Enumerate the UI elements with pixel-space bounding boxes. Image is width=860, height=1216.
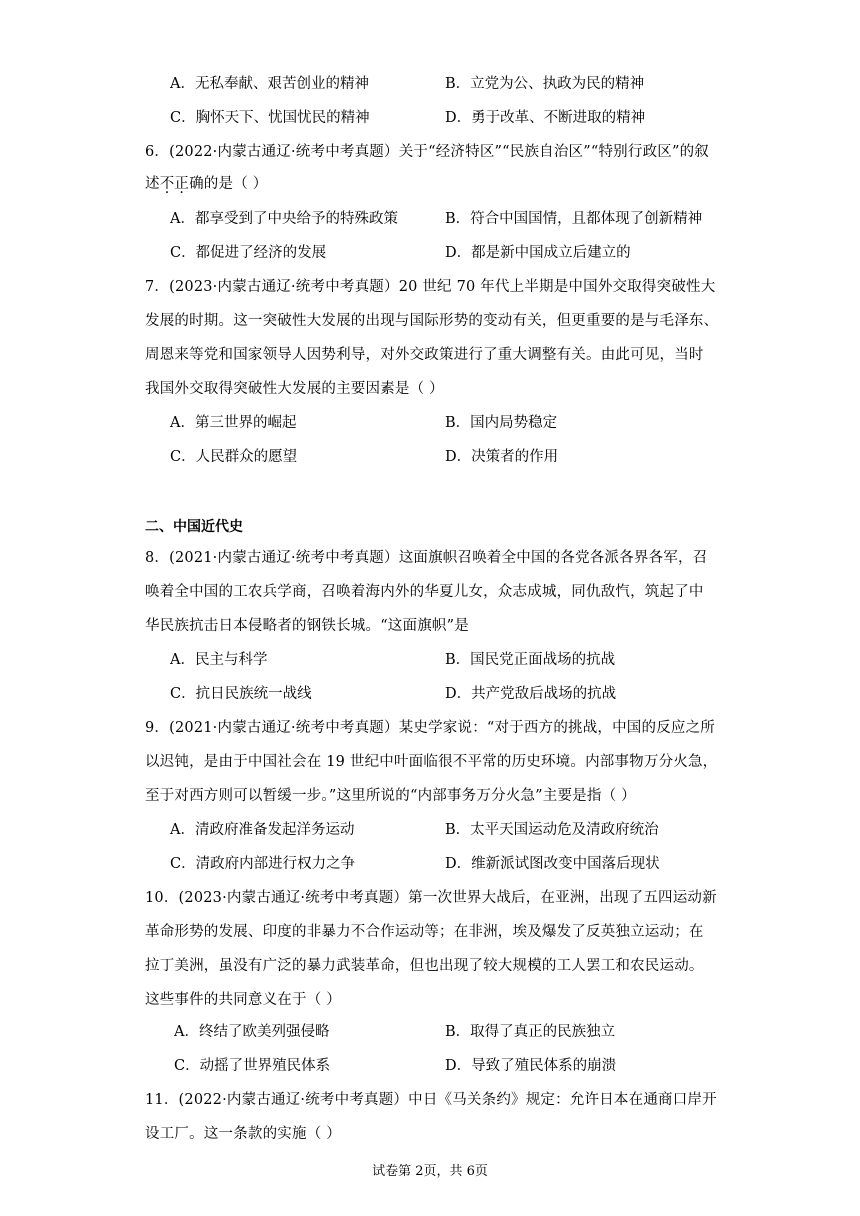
q10-option-b: B．取得了真正的民族独立 bbox=[445, 1024, 616, 1040]
q7-option-d: D．决策者的作用 bbox=[445, 449, 559, 465]
q10-option-a: A．终结了欧美列强侵略 bbox=[174, 1024, 330, 1040]
q6-option-c: C．都促进了经济的发展 bbox=[170, 245, 327, 261]
q10-stem-line4: 这些事件的共同意义在于（ ） bbox=[145, 992, 341, 1008]
q11-stem-line1: 11．(2022·内蒙古通辽·统考中考真题）中日《马关条约》规定：允许日本在通商口岸开 bbox=[145, 1092, 717, 1108]
q8-stem-line1: 8．(2021·内蒙古通辽·统考中考真题）这面旗帜召唤着全中国的各党各派各界各军，召 bbox=[145, 550, 708, 566]
q9-option-d: D．维新派试图改变中国落后现状 bbox=[445, 856, 660, 872]
q7-option-a: A．第三世界的崛起 bbox=[170, 415, 297, 431]
q6-stem-pre: 述 bbox=[145, 176, 160, 192]
q7-stem-line1: 7．(2023·内蒙古通辽·统考中考真题）20 世纪 70 年代上半期是中国外交取得突破性大 bbox=[145, 279, 716, 295]
q7-option-c: C．人民群众的愿望 bbox=[170, 449, 298, 465]
q11-stem-line2: 设工厂。这一条款的实施（ ） bbox=[145, 1126, 341, 1142]
q8-option-d: D．共产党敌后战场的抗战 bbox=[445, 686, 617, 702]
q8-option-a: A．民主与科学 bbox=[170, 652, 268, 668]
q7-stem-line2: 发展的时期。这一突破性大发展的出现与国际形势的变动有关，但更重要的是与毛泽东、 bbox=[145, 313, 719, 329]
q7-stem-line4: 我国外交取得突破性大发展的主要因素是（ ） bbox=[145, 381, 444, 397]
q5-option-c: C．胸怀天下、忧国忧民的精神 bbox=[170, 110, 370, 126]
q5-option-a: A．无私奉献、艰苦创业的精神 bbox=[170, 76, 369, 92]
page-footer: 试卷第 2页，共 6页 bbox=[372, 1164, 488, 1179]
q5-option-d: D．勇于改革、不断进取的精神 bbox=[445, 110, 646, 126]
q9-option-b: B．太平天国运动危及清政府统治 bbox=[445, 822, 659, 838]
q6-option-d: D．都是新中国成立后建立的 bbox=[445, 245, 631, 261]
q6-stem-post: 确的是（ ） bbox=[189, 176, 268, 192]
q9-stem-line2: 以迟钝，是由于中国社会在 19 世纪中叶面临很不平常的历史环境。内部事物万分火急， bbox=[145, 754, 718, 770]
q9-stem-line3: 至于对西方则可以暂缓一步。”这里所说的“内部事务万分火急”主要是指（ ） bbox=[145, 788, 636, 804]
q6-stem-line1: 6．(2022·内蒙古通辽·统考中考真题）关于“经济特区”“民族自治区”“特别行政区”的叙 bbox=[145, 144, 709, 160]
q10-stem-line3: 拉丁美洲，虽没有广泛的暴力武装革命，但也出现了较大规模的工人罢工和农民运动。 bbox=[145, 958, 704, 974]
q6-emphasis-char-2: 正 bbox=[174, 176, 190, 192]
q6-emphasis-char-1: 不 bbox=[159, 176, 175, 192]
q10-option-d: D．导致了殖民体系的崩溃 bbox=[445, 1058, 617, 1074]
q10-stem-line2: 革命形势的发展、印度的非暴力不合作运动等；在非洲，埃及爆发了反英独立运动；在 bbox=[145, 924, 704, 940]
q8-option-c: C．抗日民族统一战线 bbox=[170, 686, 312, 702]
q9-option-c: C．清政府内部进行权力之争 bbox=[170, 856, 356, 872]
q7-option-b: B．国内局势稳定 bbox=[445, 415, 558, 431]
q10-stem-line1: 10．(2023·内蒙古通辽·统考中考真题）第一次世界大战后，在亚洲，出现了五四运动新 bbox=[145, 890, 717, 906]
q8-option-b: B．国民党正面战场的抗战 bbox=[445, 652, 616, 668]
q10-option-c: C．动摇了世界殖民体系 bbox=[174, 1058, 331, 1074]
q7-stem-line3: 周恩来等党和国家领导人因势利导，对外交政策进行了重大调整有关。由此可见，当时 bbox=[145, 347, 704, 363]
q6-option-a: A．都享受到了中央给予的特殊政策 bbox=[170, 211, 398, 227]
q6-stem-line2 bbox=[145, 172, 267, 193]
q8-stem-line3: 华民族抗击日本侵略者的钢铁长城。“这面旗帜”是 bbox=[145, 618, 469, 634]
q8-stem-line2: 唤着全中国的工农兵学商，召唤着海内外的华夏儿女，众志成城，同仇敌忾，筑起了中 bbox=[145, 584, 704, 600]
section-heading: 二、中国近代史 bbox=[145, 519, 243, 535]
q6-option-b: B．符合中国国情，且都体现了创新精神 bbox=[445, 211, 703, 227]
q9-stem-line1: 9．(2021·内蒙古通辽·统考中考真题）某史学家说：“对于西方的挑战，中国的反应之所 bbox=[145, 720, 716, 736]
q9-option-a: A．清政府准备发起洋务运动 bbox=[170, 822, 355, 838]
q5-option-b: B．立党为公、执政为民的精神 bbox=[445, 76, 645, 92]
